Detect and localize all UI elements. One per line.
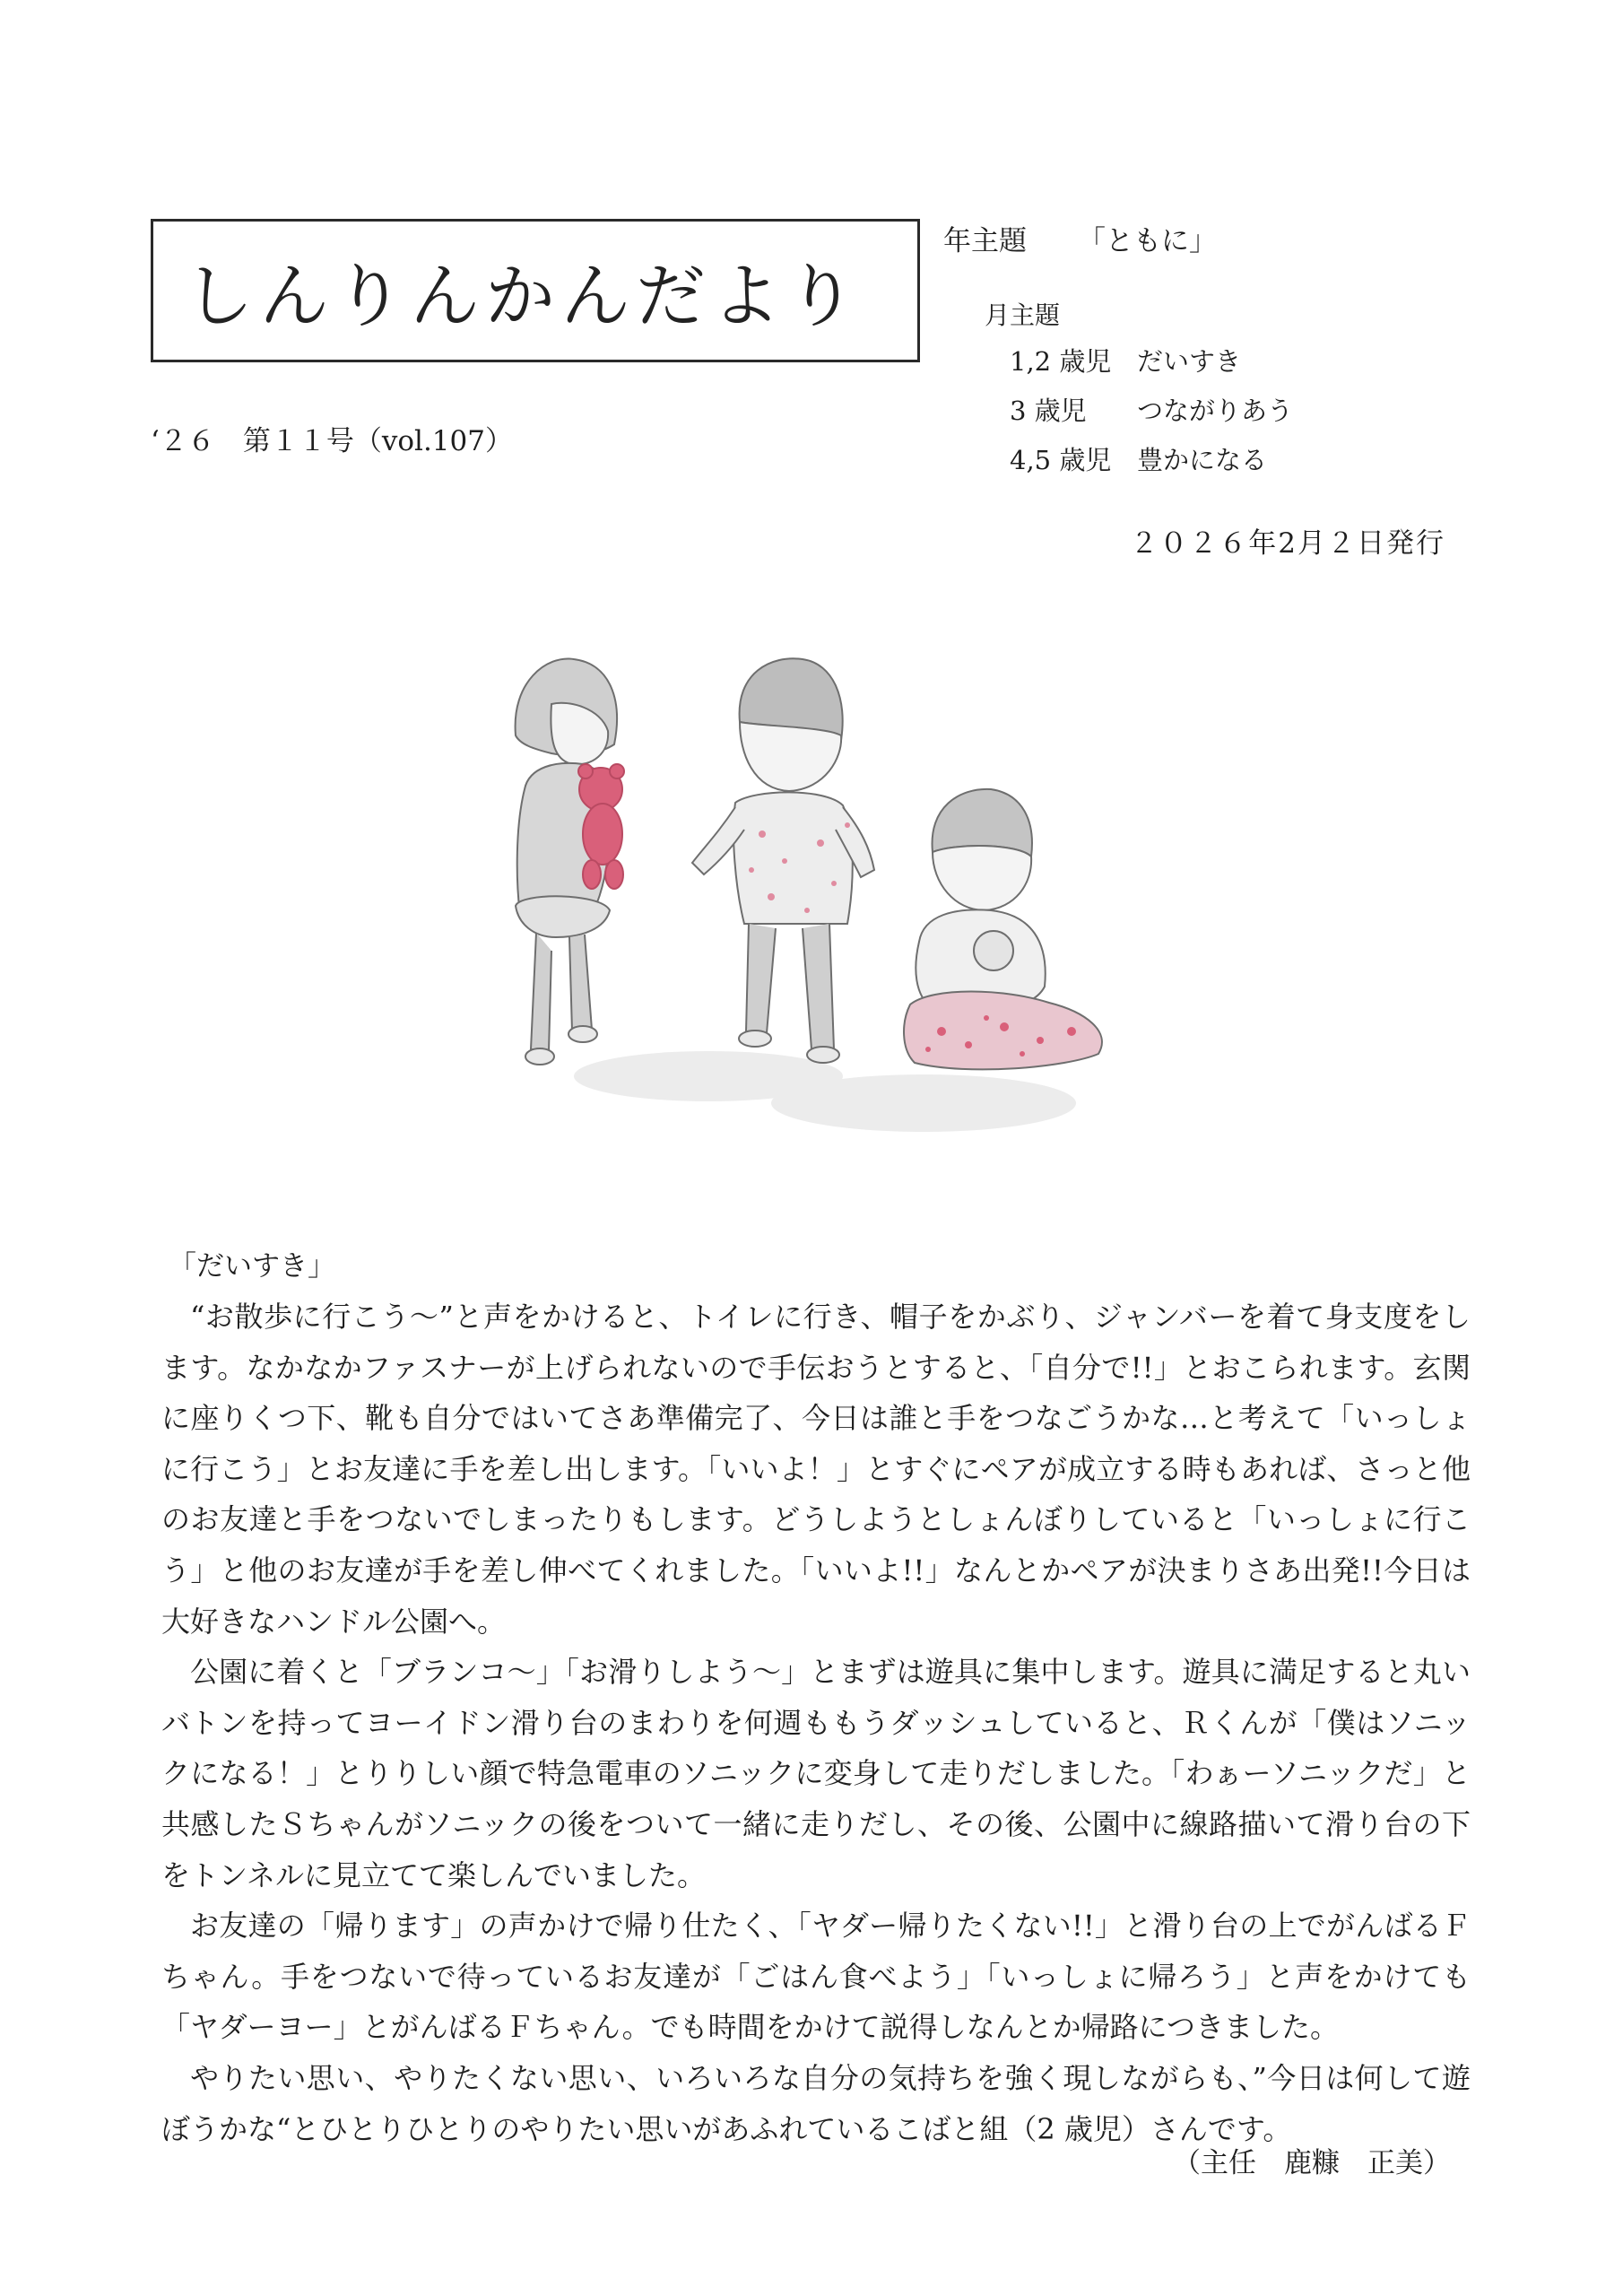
age-label: 4,5 歳児 — [1010, 445, 1112, 475]
year-theme-value: 「ともに」 — [1078, 225, 1217, 257]
newsletter-title: しんりんかんだより — [184, 257, 863, 337]
age-theme: つながりあう — [1137, 396, 1294, 426]
three-children-drawing-icon — [466, 655, 1184, 1184]
month-theme-label: 月主題 — [985, 300, 1061, 330]
issue-number: ‘２６ 第１１号（vol.107） — [151, 425, 513, 457]
age-theme-row — [1010, 445, 1293, 497]
age-theme-row — [1010, 398, 1293, 448]
article — [161, 1241, 1471, 2154]
age-theme-row — [1010, 346, 1293, 398]
article-paragraph: “お散歩に行こう～”と声をかけると、トイレに行き、帽子をかぶり、ジャンバーを着て身支度をします。なかなかファスナーが上げられないので手伝おうとすると、「自分で!!」とおこられます。玄関に座りくつ下、靴も自分ではいてさあ準備完了、今日は誰と手をつなごうかな…と考えて「いっしょに行こう」とお友達に手を差し出します。「いいよ！」とすぐにペアが成立する時もあれば、さっと他のお友達と手をつないでしまったりもします。どうしようとしょんぼりしていると「いっしょに行こう」と他のお友達が手を差し伸べてくれました。「いいよ!!」なんとかペアが決まりさあ出発!!今日は大好きなハンドル公園へ。 — [161, 1300, 1471, 1639]
article-paragraph: 公園に着くと「ブランコ～」「お滑りしよう～」とまずは遊具に集中します。遊具に満足すると丸いバトンを持ってヨーイドン滑り台のまわりを何週ももうダッシュしていると、Ｒくんが「僕はソニックになる！」とりりしい顔で特急電車のソニックに変身して走りだしました。「わぁーソニックだ」と共感したＳちゃんがソニックの後をついて一緒に走りだし、その後、公園中に線路描いて滑り台の下をトンネルに見立てて楽しんでいました。 — [161, 1655, 1471, 1892]
age-theme: だいすき — [1137, 346, 1242, 377]
year-theme — [943, 225, 1217, 257]
age-theme: 豊かになる — [1137, 445, 1268, 475]
issue-date: ２０２６年2月２日発行 — [1130, 527, 1445, 560]
age-label: 3 歳児 — [1010, 396, 1087, 426]
article-paragraph: お友達の「帰ります」の声かけで帰り仕たく、「ヤダー帰りたくない!!」と滑り台の上でがんばるＦちゃん。手をつないで待っているお友達が「ごはん食べよう」「いっしょに帰ろう」と声をかけても「ヤダーヨー」とがんばるＦちゃん。でも時間をかけて説得しなんとか帰路につきました。 — [161, 1909, 1471, 2045]
newsletter-title-box — [151, 219, 920, 362]
age-label: 1,2 歳児 — [1010, 346, 1112, 377]
author-signature: （主任 鹿糠 正美） — [1173, 2147, 1451, 2179]
age-theme-list — [1010, 346, 1294, 497]
article-heading: 「だいすき」 — [169, 1250, 335, 1283]
article-paragraph: やりたい思い、やりたくない思い、いろいろな自分の気持ちを強く現しながらも、”今日は何して遊ぼうかな“とひとりひとりのやりたい思いがあふれているこばと組（2 歳児）さんです。 — [161, 2060, 1471, 2146]
year-theme-label: 年主題 — [943, 225, 1027, 257]
